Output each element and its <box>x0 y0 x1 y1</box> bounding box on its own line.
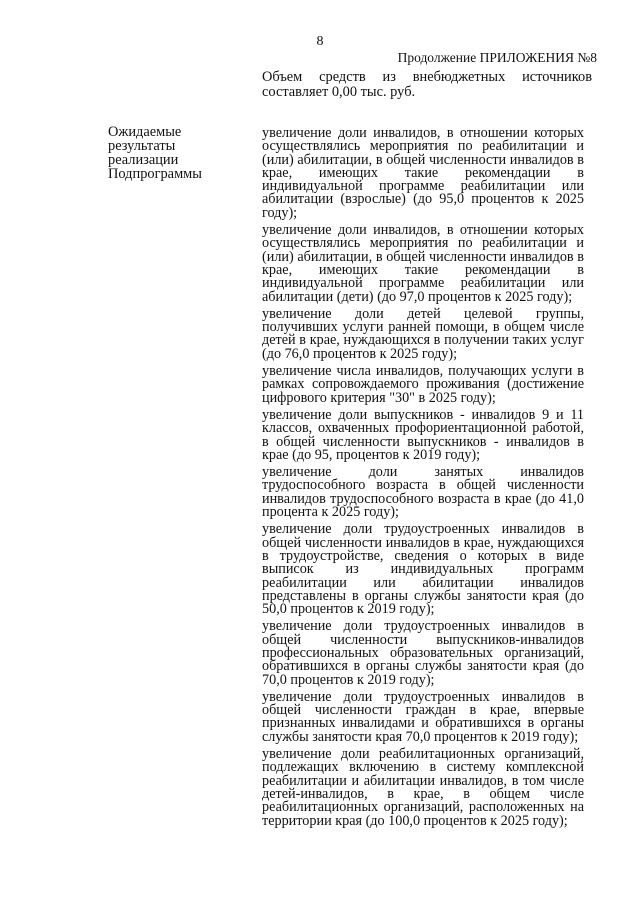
result-item: увеличение доли инвалидов, в отношении которых осуществлялись мероприятия по реабилитации и (или) абилитации, в общей численности инвалидов в крае, имеющих такие рекомендации в индивидуальной программе реабилитации или абилитации (дети) (до 97,0 процентов к 2025 году); <box>262 222 584 305</box>
result-item: увеличение доли трудоустроенных инвалидов в общей численности инвалидов в крае, нуждающихся в трудоустройстве, сведения о которых в виде выписок из индивидуальных программ реабилитации или абилитации инвалидов представлены в органы службы занятости края (до 50,0 процентов к 2019 году); <box>262 521 584 618</box>
page-number: 8 <box>316 34 324 49</box>
continuation-header: Продолжение ПРИЛОЖЕНИЯ №8 <box>397 50 597 65</box>
section-label: Ожидаемые результаты реализации Подпрограммы <box>108 124 202 182</box>
result-item: увеличение доли выпускников - инвалидов 9 и 11 классов, охваченных профориентационной работой, в общей численности выпускников - инвалидов в крае (до 95, процентов к 2019 году); <box>262 406 584 463</box>
result-item: увеличение доли трудоустроенных инвалидов в общей численности граждан в крае, впервые признанных инвалидами и обратившихся в органы службы занятости края 70,0 процентов к 2019 году); <box>262 688 584 745</box>
result-item: увеличение доли реабилитационных организаций, подлежащих включению в систему комплексной реабилитации и абилитации инвалидов, в том числе детей-инвалидов, в крае, в общем числе реабилитационных организаций, расположенных на территории края (до 100,0 процентов к 2025 году); <box>262 746 584 829</box>
funding-text: Объем средств из внебюджетных источников составляет 0,00 тыс. руб. <box>262 69 592 100</box>
result-item: увеличение доли инвалидов, в отношении которых осуществлялись мероприятия по реабилитации и (или) абилитации, в общей численности инвалидов в крае, имеющих такие рекомендации в индивидуальной программе реабилитации или абилитации (взрослые) (до 95,0 процентов к 2025 году); <box>262 125 584 221</box>
result-item: увеличение доли детей целевой группы, получивших услуги ранней помощи, в общем числе детей в крае, нуждающихся в получении таких услуг (до 76,0 процентов к 2025 году); <box>262 305 584 362</box>
result-item: увеличение доли занятых инвалидов трудоспособного возраста в общей численности инвалидов трудоспособного возраста в крае (до 41,0 процента к 2025 году); <box>262 464 584 521</box>
result-item: увеличение числа инвалидов, получающих услуги в рамках сопровождаемого проживания (достижение цифрового критерия "30" в 2025 году); <box>262 363 584 406</box>
results-list <box>262 127 584 828</box>
result-item: увеличение доли трудоустроенных инвалидов в общей численности выпускников-инвалидов профессиональных образовательных организаций, обратившихся в органы службы занятости края (до 70,0 процентов к 2019 году); <box>262 618 584 688</box>
